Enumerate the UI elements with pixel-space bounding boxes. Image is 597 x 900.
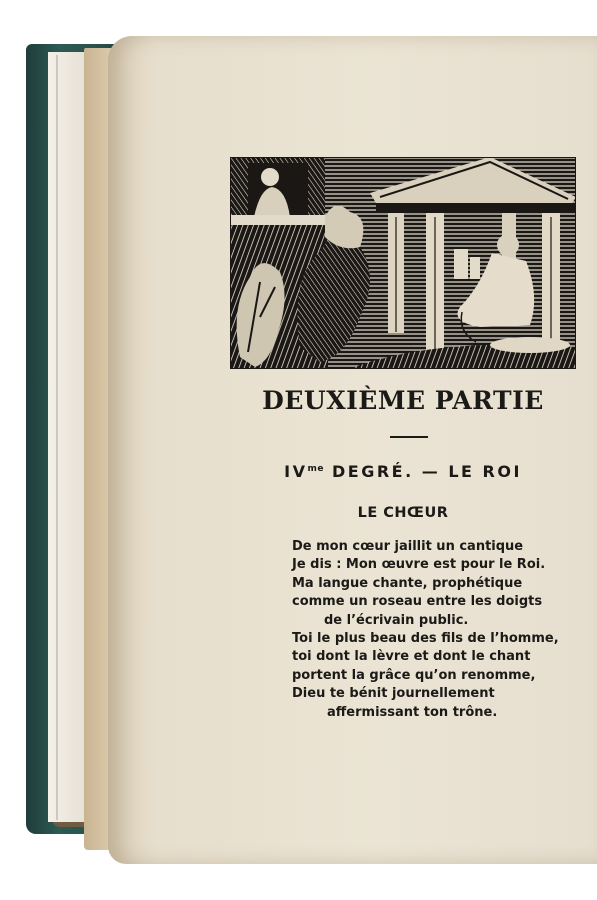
verse-line: Je dis : Mon œuvre est pour le Roi.	[292, 557, 546, 573]
verse-line: De mon cœur jaillit un cantique	[292, 539, 524, 554]
degree-heading	[230, 462, 576, 481]
degree-rest: DEGRÉ. — LE ROI	[323, 462, 522, 481]
verse-line: Toi le plus beau des fils de l’homme,	[292, 631, 559, 647]
chorus-title: LE CHŒUR	[357, 505, 449, 521]
page-edge-line	[56, 55, 58, 820]
verse-line: toi dont la lèvre et dont le chant	[292, 649, 531, 665]
verse-line: Dieu te bénit journellement	[292, 686, 495, 702]
verse-line: comme un roseau entre les doigts	[292, 594, 543, 610]
title-rule	[390, 436, 428, 438]
part-title: DEUXIÈME PARTIE	[262, 386, 544, 415]
verse-line: portent la grâce qu’on renomme,	[292, 667, 536, 683]
poem	[292, 538, 562, 722]
verse-line: affermissant ton trône.	[327, 704, 498, 720]
woodcut-illustration	[230, 157, 576, 369]
degree-suffix: me	[307, 464, 324, 474]
degree-numeral: IV	[284, 462, 308, 481]
verse-line: de l’écrivain public.	[324, 612, 469, 628]
verse-line: Ma langue chante, prophétique	[292, 575, 523, 591]
